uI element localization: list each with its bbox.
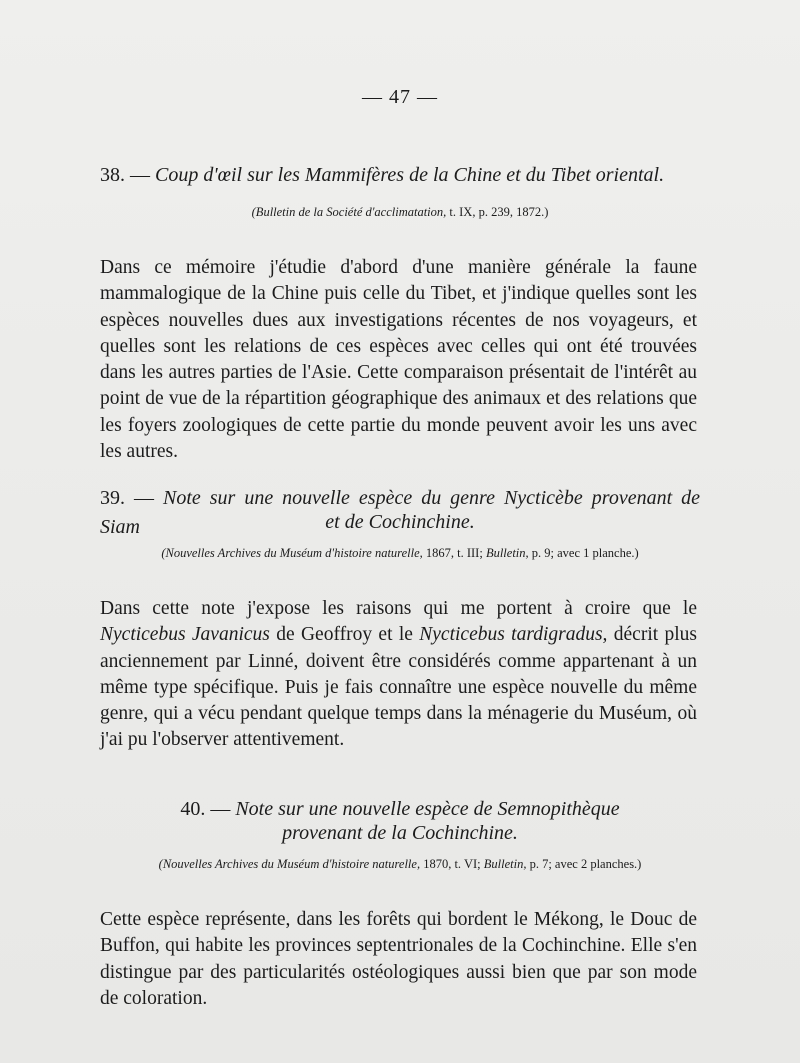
entry-39-source-pages: p. 9; avec 1 planche.) — [531, 546, 639, 560]
entry-40-title-text-2: provenant de la Cochinchine. — [282, 822, 518, 844]
entry-39-source-journal: (Nouvelles Archives du Muséum d'histoire naturelle, — [161, 546, 423, 560]
entry-38-paragraph: Dans ce mémoire j'étudie d'abord d'une manière générale la faune mammalogique de la Chine puis celle du Tibet, et j'indique quelles sont les espèces nouvelles dues aux investigations récentes de nos voyageurs, et quelles sont les relations de ces espèces avec celles qui ont été trouvées dans les autres parties de l'Asie. Cette comparaison présentait de l'intérêt au point de vue de la répartition géographique des animaux et des relations que les foyers zoologiques de cette partie du monde peuvent avoir les uns avec les autres. — [100, 257, 697, 463]
entry-38-title-text: Coup d'œil sur les Mammifères de la Chine et du Tibet oriental. — [155, 164, 665, 186]
entry-40-source — [100, 857, 700, 872]
entry-39-title-text: Note sur une nouvelle espèce du genre Nycticèbe provenant de Siam — [100, 487, 701, 538]
entry-40-dash: — — [210, 798, 231, 820]
entry-39-dash: — — [134, 487, 154, 509]
entry-40-source-journal: (Nouvelles Archives du Muséum d'histoire naturelle, — [158, 857, 421, 871]
entry-39-paragraph — [100, 596, 697, 754]
entry-40-paragraph: Cette espèce représente, dans les forêts qui bordent le Mékong, le Douc de Buffon, qui habite les provinces septentrionales de la Cochinchine. Elle s'en distingue par des particularités ostéologiques aussi bien que par son mode de coloration. — [100, 909, 697, 1009]
entry-38-title — [100, 161, 700, 190]
entry-39-para-a: Dans cette note j'expose les raisons qui me portent à croire que le — [100, 598, 697, 619]
entry-39-source — [100, 546, 700, 561]
entry-40-number: 40. — [180, 798, 206, 820]
entry-40-source-bulletin: Bulletin, — [483, 857, 527, 871]
entry-38-dash: — — [130, 164, 150, 186]
entry-39-source-ref: 1867, t. III; — [425, 546, 483, 560]
entry-40-source-ref: 1870, t. VI; — [423, 857, 481, 871]
entry-38-number: 38. — [100, 164, 125, 186]
entry-38-source — [100, 205, 700, 220]
entry-39-para-species-1: Nycticebus Javanicus — [100, 624, 270, 646]
entry-40-title-line2 — [100, 819, 700, 848]
entry-39-para-species-2: Nycticebus tardigradus, — [419, 624, 608, 646]
entry-39-para-b: de Geoffroy et le — [276, 624, 413, 646]
entry-39-para-c: décrit plus anciennement par Linné, doivent être considérés comme appartenant à un même type spécifique. Puis je fais connaître une espèce nouvelle du même genre, qui a vécu pendant quelque temps dans la ménagerie du Muséum, où j'ai pu l'observer attentivement. — [100, 624, 698, 751]
entry-39-number: 39. — [100, 487, 125, 509]
entry-40-title-text: Note sur une nouvelle espèce de Semnopithèque — [235, 798, 620, 820]
entry-39-title-line2 — [100, 508, 700, 537]
entry-38-source-journal: (Bulletin de la Société d'acclimatation, — [251, 205, 447, 219]
page-number: — 47 — — [362, 86, 438, 108]
entry-39-title-text-2: et de Cochinchine. — [325, 511, 475, 533]
entry-40-source-pages: p. 7; avec 2 planches.) — [529, 857, 642, 871]
entry-38-source-ref: t. IX, p. 239, 1872.) — [449, 205, 549, 219]
entry-39-source-bulletin: Bulletin, — [485, 546, 529, 560]
